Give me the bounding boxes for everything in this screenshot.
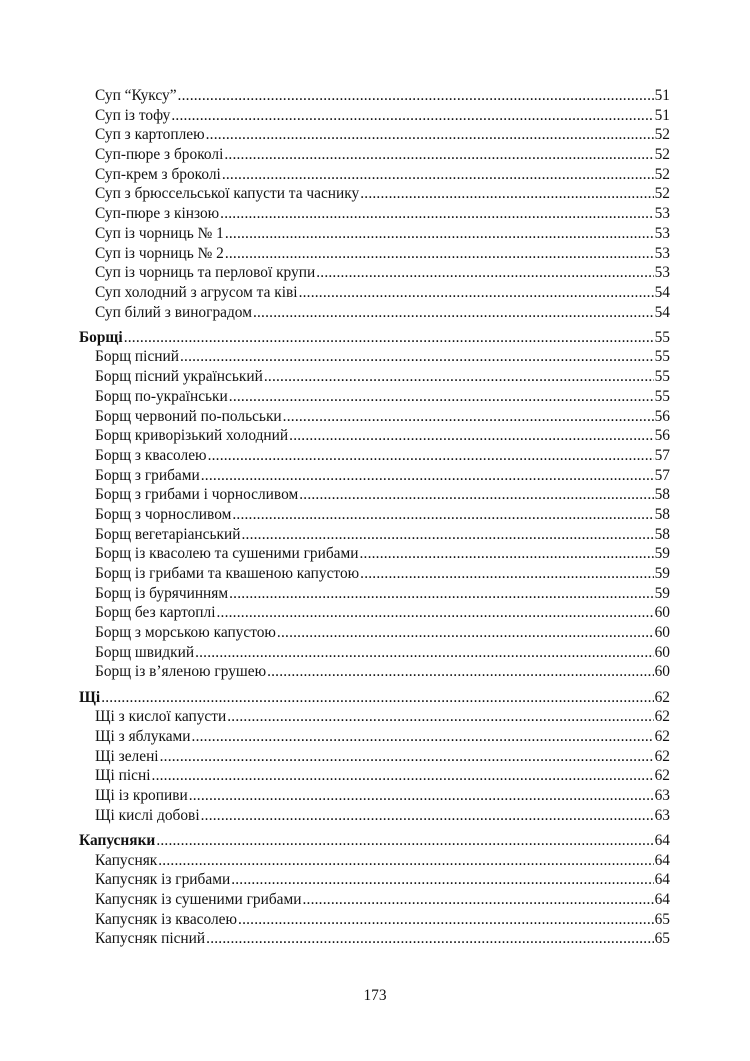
toc-entry-title: Суп “Куксу” bbox=[95, 87, 177, 104]
toc-entry bbox=[79, 387, 670, 407]
toc-entry-title: Борщ з грибами і чорносливом bbox=[95, 486, 299, 504]
toc-entry-page: 57 bbox=[654, 466, 670, 484]
toc-entry-page: 63 bbox=[654, 806, 670, 824]
toc-entry-page: 51 bbox=[654, 106, 670, 124]
toc-entry bbox=[79, 870, 670, 890]
toc-entry-page: 64 bbox=[654, 831, 670, 849]
toc-entry-page: 65 bbox=[654, 930, 670, 948]
dot-leader bbox=[283, 407, 654, 427]
toc-entry-title: Щі з кислої капусти bbox=[95, 708, 227, 726]
toc-entry bbox=[79, 929, 670, 949]
toc-entry bbox=[79, 347, 670, 367]
dot-leader bbox=[264, 367, 654, 387]
toc-entry-page: 56 bbox=[654, 427, 670, 445]
toc-entry-page: 59 bbox=[654, 545, 670, 563]
toc-entry-title: Суп з брюссельської капусти та часнику bbox=[95, 185, 360, 203]
toc-entry-title: Капусняк bbox=[95, 851, 158, 869]
toc-entry-page: 57 bbox=[654, 446, 670, 464]
toc-entry-title: Суп із чорниць № 2 bbox=[95, 244, 224, 262]
toc-entry bbox=[79, 707, 670, 727]
toc-entry-page: 58 bbox=[654, 486, 670, 504]
toc-entry-title: Щі зелені bbox=[95, 747, 159, 765]
toc-entry-page: 64 bbox=[654, 891, 670, 908]
toc-entry bbox=[79, 643, 670, 663]
toc-entry-title: Суп холодний з агрусом та ківі bbox=[95, 283, 298, 301]
toc-entry bbox=[79, 662, 670, 682]
toc-entry bbox=[79, 466, 670, 486]
toc-entry bbox=[79, 623, 670, 643]
toc-entry bbox=[79, 184, 670, 204]
dot-leader bbox=[227, 707, 653, 727]
toc-entry-title: Суп із тофу bbox=[95, 106, 171, 124]
toc-entry-title: Суп білий з виноградом bbox=[95, 303, 252, 321]
toc-entry-title: Борщ з грибами bbox=[95, 466, 200, 484]
toc-entry bbox=[79, 890, 670, 910]
toc-entry-title: Капусняк із грибами bbox=[95, 871, 231, 889]
toc-entry-page: 64 bbox=[654, 851, 670, 869]
toc-entry-title: Борщ криворізький холодний bbox=[95, 427, 289, 445]
dot-leader bbox=[241, 525, 653, 545]
dot-leader bbox=[359, 544, 653, 564]
dot-leader bbox=[277, 623, 654, 643]
dot-leader bbox=[360, 184, 653, 204]
toc-entry-title: Щі пісні bbox=[95, 767, 151, 785]
toc-entry-page: 63 bbox=[654, 787, 670, 805]
toc-entry bbox=[79, 727, 670, 747]
toc-entry-page: 56 bbox=[654, 407, 670, 425]
toc-entry-title: Борщ із бурячинням bbox=[95, 584, 229, 602]
toc-entry bbox=[79, 303, 670, 323]
dot-leader bbox=[201, 806, 654, 826]
toc-entry-page: 52 bbox=[654, 126, 670, 144]
dot-leader bbox=[229, 584, 653, 604]
dot-leader bbox=[253, 303, 654, 323]
toc-entry bbox=[79, 747, 670, 767]
dot-leader bbox=[316, 263, 653, 283]
toc-entry bbox=[79, 806, 670, 826]
toc-entry-title: Щі з яблуками bbox=[95, 728, 191, 745]
toc-entry bbox=[79, 544, 670, 564]
dot-leader bbox=[156, 831, 653, 851]
toc-entry bbox=[79, 283, 670, 303]
toc-entry-page: 52 bbox=[654, 165, 670, 183]
toc-entry-title: Борщ з чорносливом bbox=[95, 505, 232, 523]
toc-entry-title: Борщ із грибами та квашеною капустою bbox=[95, 565, 360, 582]
toc-entry bbox=[79, 106, 670, 126]
toc-entry-title: Борщ швидкий bbox=[95, 643, 195, 661]
toc-entry bbox=[79, 204, 670, 224]
toc-entry-page: 60 bbox=[654, 624, 670, 642]
toc-entry-page: 58 bbox=[654, 525, 670, 543]
dot-leader bbox=[360, 564, 653, 584]
dot-leader bbox=[160, 747, 654, 767]
toc-entry-page: 51 bbox=[654, 87, 670, 104]
dot-leader bbox=[101, 688, 653, 708]
toc-entry-page: 58 bbox=[654, 505, 670, 523]
toc-entry bbox=[79, 165, 670, 185]
toc-entry-page: 60 bbox=[654, 604, 670, 622]
toc-entry-title: Суп-крем з броколі bbox=[95, 165, 221, 183]
toc-entry-title: Щі із кропиви bbox=[95, 787, 188, 805]
dot-leader bbox=[220, 204, 653, 224]
dot-leader bbox=[299, 283, 654, 303]
toc-entry-page: 60 bbox=[654, 643, 670, 661]
dot-leader bbox=[206, 125, 654, 145]
toc-entry-page: 62 bbox=[654, 728, 670, 745]
toc-entry-page: 62 bbox=[654, 708, 670, 726]
toc-entry bbox=[79, 564, 670, 584]
toc-entry-title: Борщ пісний український bbox=[95, 368, 263, 386]
toc-entry bbox=[79, 446, 670, 466]
dot-leader bbox=[224, 145, 653, 165]
dot-leader bbox=[302, 890, 653, 910]
toc-entry bbox=[79, 485, 670, 505]
dot-leader bbox=[225, 224, 654, 244]
toc-entry-title: Щі bbox=[79, 688, 101, 706]
dot-leader bbox=[158, 851, 653, 871]
toc-entry-title: Борщ пісний bbox=[95, 348, 179, 366]
toc-entry-title: Суп із чорниць № 1 bbox=[95, 224, 224, 242]
toc-entry bbox=[79, 263, 670, 283]
dot-leader bbox=[192, 727, 654, 747]
dot-leader bbox=[238, 910, 654, 930]
toc-entry-page: 59 bbox=[654, 584, 670, 602]
toc-entry-title: Капусняки bbox=[79, 831, 156, 849]
toc-entry bbox=[79, 145, 670, 165]
toc-entry-page: 62 bbox=[654, 747, 670, 765]
toc-entry-title: Капусняк пісний bbox=[95, 930, 206, 948]
toc-entry-page: 52 bbox=[654, 146, 670, 164]
toc-entry bbox=[79, 766, 670, 786]
toc-entry-title: Борщ червоний по-польськи bbox=[95, 407, 282, 425]
toc-entry bbox=[79, 367, 670, 387]
toc-entry-title: Борщі bbox=[79, 328, 123, 346]
toc-entry-page: 60 bbox=[654, 663, 670, 681]
table-of-contents bbox=[79, 86, 670, 949]
dot-leader bbox=[124, 328, 654, 348]
toc-entry bbox=[79, 426, 670, 446]
toc-entry-title: Щі кислі добові bbox=[95, 806, 200, 824]
dot-leader bbox=[222, 165, 654, 185]
dot-leader bbox=[231, 870, 653, 890]
dot-leader bbox=[216, 603, 653, 623]
dot-leader bbox=[178, 86, 654, 106]
toc-entry-page: 52 bbox=[654, 185, 670, 203]
toc-entry bbox=[79, 525, 670, 545]
toc-entry-page: 55 bbox=[654, 348, 670, 366]
toc-entry-page: 55 bbox=[654, 328, 670, 346]
toc-entry-title: Суп-пюре з кінзою bbox=[95, 205, 220, 223]
dot-leader bbox=[195, 643, 654, 663]
toc-entry-title: Борщ з морською капустою bbox=[95, 624, 276, 642]
toc-entry bbox=[79, 851, 670, 871]
toc-entry-page: 53 bbox=[654, 224, 670, 242]
toc-entry-page: 55 bbox=[654, 387, 670, 405]
dot-leader bbox=[206, 929, 653, 949]
toc-entry-page: 59 bbox=[654, 565, 670, 582]
toc-entry bbox=[79, 603, 670, 623]
toc-section-heading bbox=[79, 328, 670, 348]
page-number: 173 bbox=[363, 987, 387, 1004]
toc-entry-page: 62 bbox=[654, 688, 670, 706]
toc-entry bbox=[79, 125, 670, 145]
toc-entry-title: Суп-пюре з броколі bbox=[95, 146, 224, 164]
toc-entry-title: Капусняк із сушеними грибами bbox=[95, 891, 302, 908]
dot-leader bbox=[289, 426, 653, 446]
toc-entry-title: Капусняк із квасолею bbox=[95, 910, 238, 928]
toc-entry-page: 64 bbox=[654, 871, 670, 889]
toc-entry-page: 55 bbox=[654, 368, 670, 386]
dot-leader bbox=[171, 106, 653, 126]
dot-leader bbox=[229, 387, 654, 407]
toc-entry-page: 53 bbox=[654, 244, 670, 262]
dot-leader bbox=[208, 446, 654, 466]
dot-leader bbox=[267, 662, 654, 682]
toc-entry-title: Борщ вегетаріанський bbox=[95, 525, 241, 543]
toc-entry bbox=[79, 505, 670, 525]
toc-entry bbox=[79, 910, 670, 930]
toc-entry-page: 62 bbox=[654, 767, 670, 785]
toc-entry-page: 53 bbox=[654, 264, 670, 282]
toc-entry bbox=[79, 786, 670, 806]
toc-entry bbox=[79, 244, 670, 264]
dot-leader bbox=[201, 466, 654, 486]
toc-entry bbox=[79, 407, 670, 427]
toc-entry-page: 53 bbox=[654, 205, 670, 223]
toc-entry-title: Борщ із в’яленою грушею bbox=[95, 663, 267, 681]
toc-entry-title: Суп з картоплею bbox=[95, 126, 205, 144]
toc-entry-page: 54 bbox=[654, 303, 670, 321]
dot-leader bbox=[299, 485, 653, 505]
toc-entry-page: 54 bbox=[654, 283, 670, 301]
dot-leader bbox=[152, 766, 654, 786]
toc-entry-title: Борщ із квасолею та сушеними грибами bbox=[95, 545, 359, 563]
toc-section-heading bbox=[79, 688, 670, 708]
dot-leader bbox=[232, 505, 653, 525]
toc-entry bbox=[79, 584, 670, 604]
toc-entry-page: 65 bbox=[654, 910, 670, 928]
toc-entry bbox=[79, 224, 670, 244]
dot-leader bbox=[189, 786, 654, 806]
dot-leader bbox=[180, 347, 654, 367]
toc-entry bbox=[79, 86, 670, 106]
toc-entry-title: Суп із чорниць та перлової крупи bbox=[95, 264, 316, 282]
toc-entry-title: Борщ без картоплі bbox=[95, 604, 216, 622]
toc-section-heading bbox=[79, 831, 670, 851]
dot-leader bbox=[225, 244, 654, 264]
toc-entry-title: Борщ по-українськи bbox=[95, 387, 228, 405]
toc-entry-title: Борщ з квасолею bbox=[95, 446, 207, 464]
